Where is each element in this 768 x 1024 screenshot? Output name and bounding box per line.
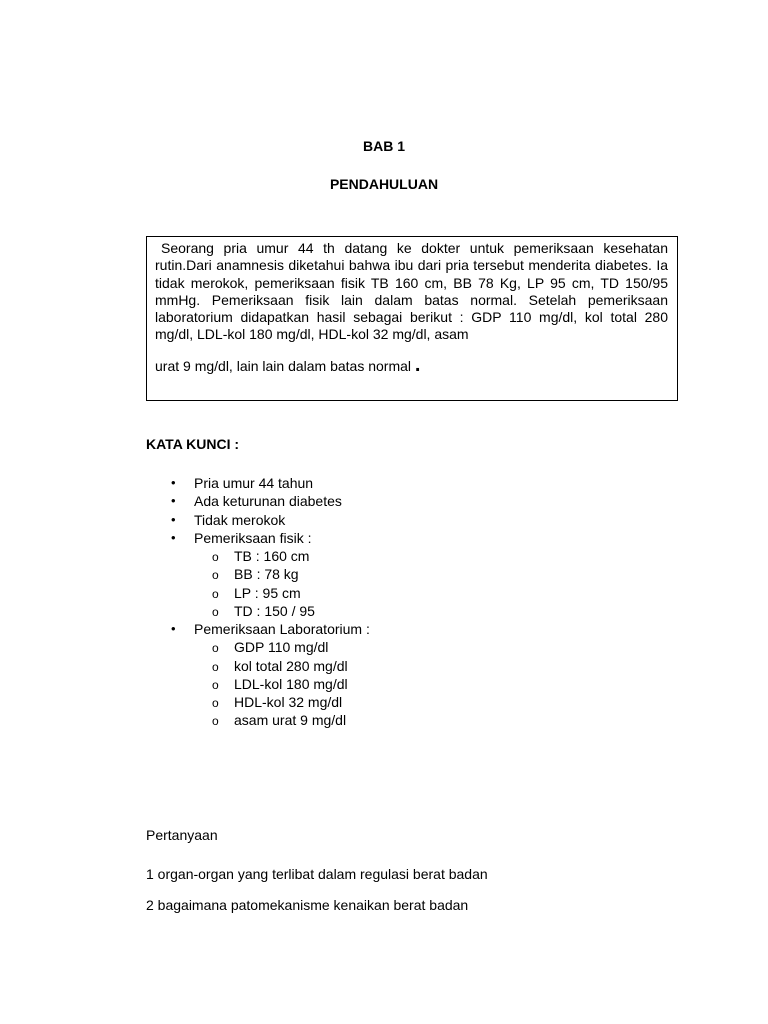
keyword-item (146, 529, 646, 620)
sub-item (194, 638, 646, 656)
sub-item-label: HDL-kol 32 mg/dl (234, 693, 343, 710)
case-last-line-text: urat 9 mg/dl, lain lain dalam batas normal (155, 357, 412, 374)
keyword-label: Pria umur 44 tahun (194, 475, 314, 491)
bullet-icon: • (171, 621, 176, 636)
sub-item (194, 584, 646, 602)
bullet-icon: • (171, 511, 176, 527)
sub-item (194, 547, 646, 565)
keyword-label: Ada keturunan diabetes (194, 493, 342, 510)
circle-bullet-icon: o (212, 568, 219, 583)
circle-bullet-icon: o (212, 550, 219, 565)
question-item: 2 bagaimana patomekanisme kenaikan berat badan (146, 897, 469, 913)
keyword-item (146, 620, 646, 729)
sub-item-label: TD : 150 / 95 (234, 602, 315, 619)
bullet-icon: • (171, 493, 176, 509)
keyword-item (146, 492, 646, 510)
sub-item (194, 675, 646, 693)
circle-bullet-icon: o (212, 641, 219, 656)
keywords-title: KATA KUNCI : (146, 436, 240, 452)
circle-bullet-icon: o (212, 714, 219, 729)
case-text: Seorang pria umur 44 th datang ke dokter untuk pemeriksaan kesehatan rutin.Dari anamnesis diketahui bahwa ibu dari pria tersebut menderita diabetes. Ia tidak merokok, pemeriksaan fisik TB 160 cm, BB 78 Kg, LP 95 cm, TD 150/95 mmHg. Pemeriksaan fisik lain dalam batas normal. Setelah pemeriksaan laboratorium didapatkan hasil sebagai berikut : GDP 110 mg/dl, kol total 280 mg/dl, LDL-kol 180 mg/dl, HDL-kol 32 mg/dl, asam (155, 240, 668, 343)
bullet-icon: • (171, 475, 176, 490)
sub-item (194, 565, 646, 583)
circle-bullet-icon: o (212, 659, 219, 674)
keyword-label: Pemeriksaan Laboratorium : (194, 621, 370, 637)
sub-item (194, 693, 646, 711)
keyword-item (146, 511, 646, 529)
case-end-mark: . (414, 353, 421, 376)
sub-item-label: BB : 78 kg (234, 566, 299, 583)
chapter-heading: BAB 1 (362, 138, 405, 154)
circle-bullet-icon: o (212, 586, 219, 601)
case-last-line (155, 353, 668, 376)
circle-bullet-icon: o (212, 677, 219, 692)
sub-item (194, 602, 646, 620)
sub-list (194, 547, 646, 620)
sub-item-label: kol total 280 mg/dl (234, 657, 348, 674)
sub-item-label: LDL-kol 180 mg/dl (234, 675, 348, 692)
sub-item-label: LP : 95 cm (234, 584, 301, 601)
keyword-label: Tidak merokok (194, 511, 286, 528)
circle-bullet-icon: o (212, 604, 219, 619)
sub-item-label: TB : 160 cm (234, 548, 310, 565)
bullet-icon: • (171, 529, 176, 545)
sub-item-label: asam urat 9 mg/dl (234, 712, 347, 729)
keyword-label: Pemeriksaan fisik : (194, 529, 312, 546)
circle-bullet-icon: o (212, 695, 219, 710)
sub-item-label: GDP 110 mg/dl (234, 639, 329, 656)
sub-item (194, 711, 646, 729)
questions-title: Pertanyaan (146, 827, 218, 843)
page-title: PENDAHULUAN (329, 176, 439, 192)
case-box (146, 236, 678, 401)
sub-item (194, 657, 646, 675)
keyword-item (146, 474, 646, 492)
question-item: 1 organ-organ yang terlibat dalam regulasi berat badan (146, 866, 488, 882)
keyword-list (146, 474, 646, 729)
sub-list (194, 638, 646, 729)
